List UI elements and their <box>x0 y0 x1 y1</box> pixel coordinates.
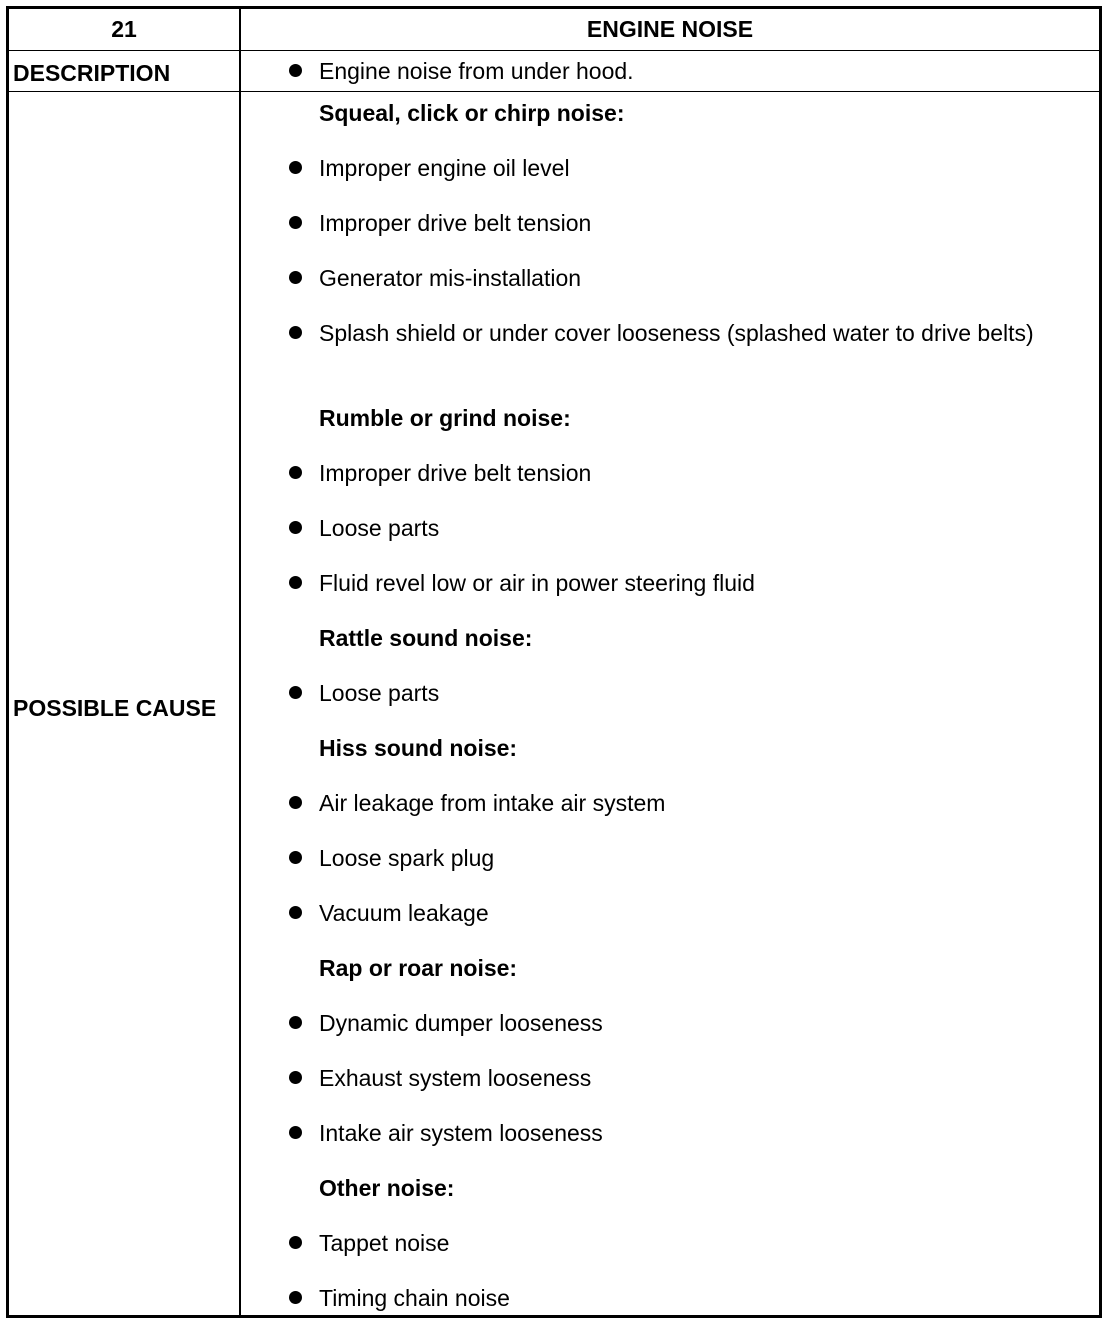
cause-item-text: Improper drive belt tension <box>319 460 592 486</box>
bullet-icon <box>289 686 302 699</box>
diagnostic-table <box>6 6 1102 1318</box>
description-label: DESCRIPTION <box>13 60 171 86</box>
cause-item-text: Intake air system looseness <box>319 1120 603 1146</box>
cause-item-text: Exhaust system looseness <box>319 1065 592 1091</box>
cause-item-text: Loose spark plug <box>319 845 495 871</box>
bullet-icon <box>289 906 302 919</box>
bullet-icon <box>289 1236 302 1249</box>
cause-item-text: Improper engine oil level <box>319 155 570 181</box>
cause-heading-text: Other noise: <box>319 1175 455 1201</box>
cause-item-text: Vacuum leakage <box>319 900 489 926</box>
description-text: Engine noise from under hood. <box>319 58 634 84</box>
cause-item-text: Tappet noise <box>319 1230 450 1256</box>
bullet-icon <box>289 64 302 77</box>
possible-cause-label: POSSIBLE CAUSE <box>13 695 217 721</box>
bullet-icon <box>289 521 302 534</box>
bullet-icon <box>289 1071 302 1084</box>
bullet-icon <box>289 326 302 339</box>
bullet-icon <box>289 851 302 864</box>
header-divider <box>9 50 1099 51</box>
cause-heading-text: Hiss sound noise: <box>319 735 518 761</box>
table-number: 21 <box>111 16 137 42</box>
bullet-icon <box>289 1291 302 1304</box>
cause-item-text: Loose parts <box>319 680 440 706</box>
cause-item-text: Generator mis-installation <box>319 265 582 291</box>
cause-item-text: Splash shield or under cover looseness (splashed water to drive belts) <box>319 320 1034 346</box>
bullet-icon <box>289 466 302 479</box>
bullet-icon <box>289 1016 302 1029</box>
cause-heading-text: Rattle sound noise: <box>319 625 533 651</box>
cause-heading-text: Rumble or grind noise: <box>319 405 571 431</box>
bullet-icon <box>289 271 302 284</box>
cause-item-text: Dynamic dumper looseness <box>319 1010 603 1036</box>
bullet-icon <box>289 796 302 809</box>
bullet-icon <box>289 576 302 589</box>
cause-item-text: Improper drive belt tension <box>319 210 592 236</box>
table-title: ENGINE NOISE <box>586 16 754 42</box>
description-divider <box>9 91 1099 92</box>
bullet-icon <box>289 1126 302 1139</box>
cause-item-text: Timing chain noise <box>319 1285 510 1311</box>
cause-heading-text: Rap or roar noise: <box>319 955 518 981</box>
bullet-icon <box>289 216 302 229</box>
cause-item-text: Fluid revel low or air in power steering fluid <box>319 570 755 596</box>
column-divider <box>239 9 241 1315</box>
cause-item-text: Air leakage from intake air system <box>319 790 666 816</box>
cause-heading-text: Squeal, click or chirp noise: <box>319 100 625 126</box>
bullet-icon <box>289 161 302 174</box>
cause-item-text: Loose parts <box>319 515 440 541</box>
